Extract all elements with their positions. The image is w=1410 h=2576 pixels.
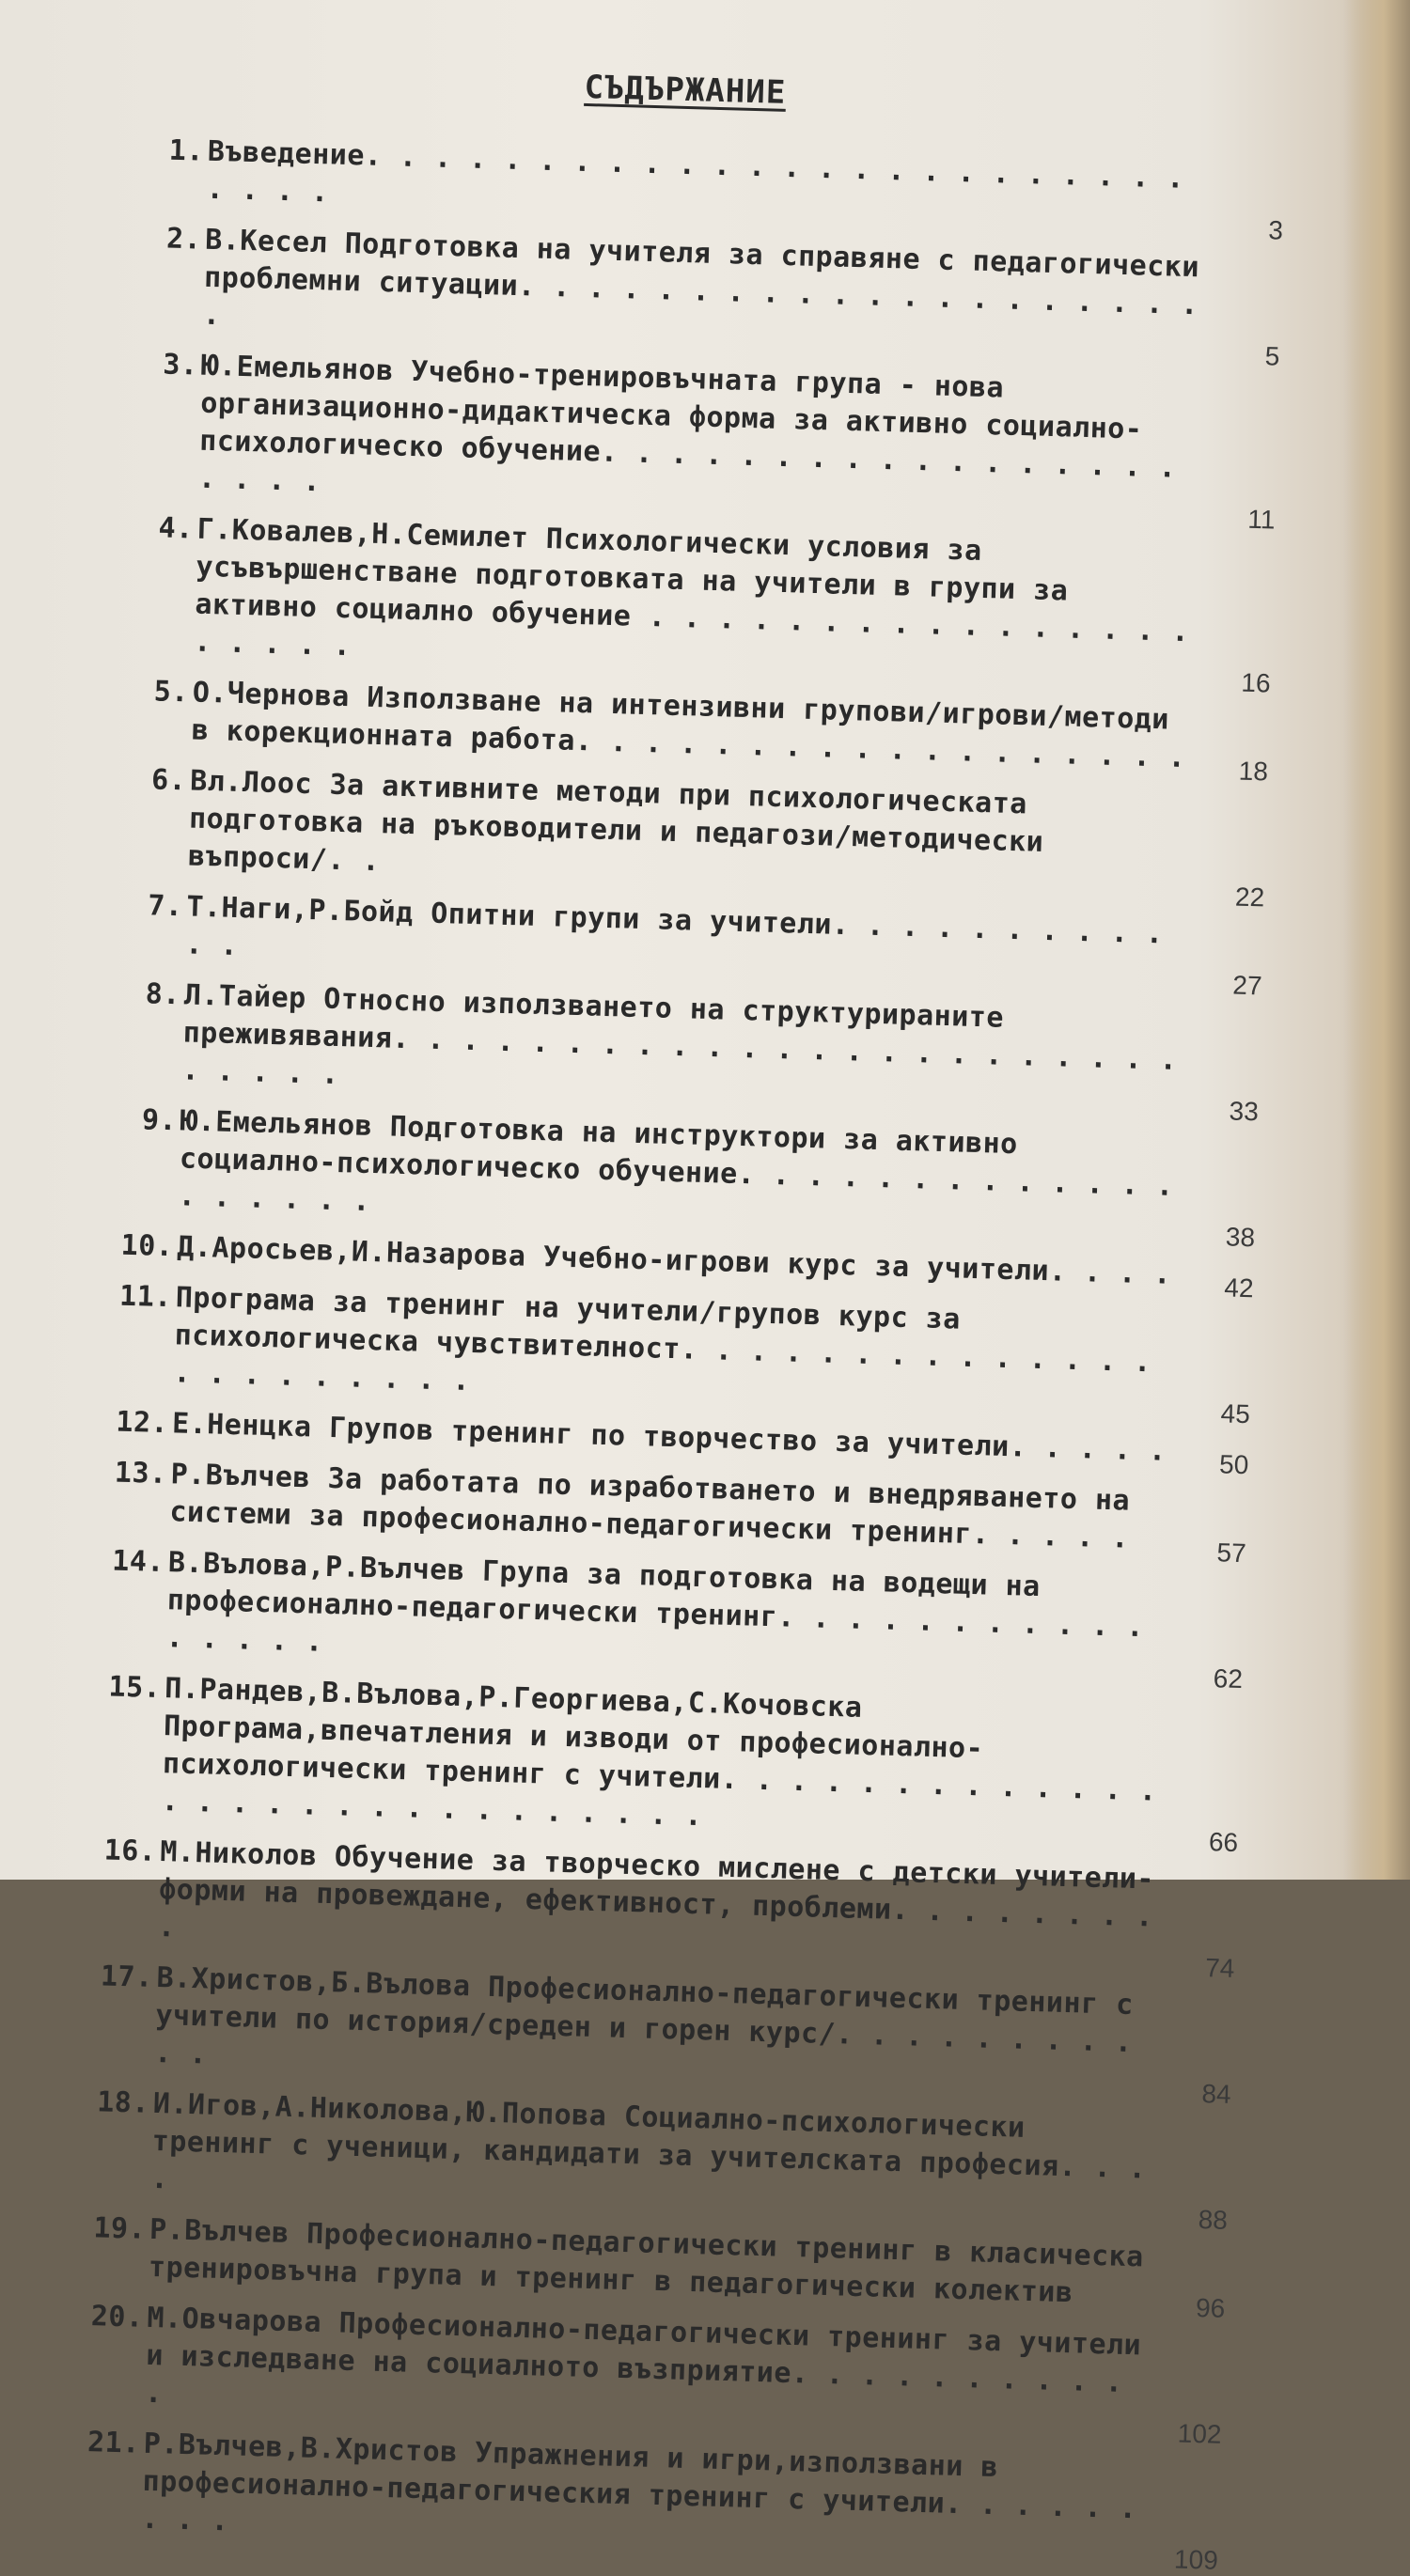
toc-entry-number: 3.: [162, 348, 199, 382]
toc-entry-page: 18: [1238, 756, 1269, 787]
toc-entry-page: 109: [1173, 2544, 1219, 2575]
table-of-contents: [86, 47, 1296, 2575]
toc-entry-title: О.Чернова Използване на интензивни групови/игрови/методи в корекционната работа. . . . . . . . . . . . . . . . . .: [191, 676, 1187, 775]
toc-entry-page: 5: [1264, 341, 1280, 371]
toc-entry-number: 4.: [158, 511, 195, 546]
toc-entry-body: [98, 1832, 1247, 1976]
toc-entry-title: П.Рандев,В.Вълова,Р.Георгиева,С.Кочовска Програма,впечатления и изводи от професионално-психологически тренинг с учители. . . . . . . . . . . . . . . . . . . . . . . . . . . . .: [161, 1672, 1175, 1834]
toc-entry-title: Д.Аросьев,И.Назарова Учебно-игрови курс за учители. . . .: [176, 1230, 1172, 1291]
toc-entry-title: Ю.Емельянов Подготовка на инструктори за активно социално-психологическо обучение. . . . . . . . . . . . . . . . . . .: [178, 1104, 1192, 1219]
toc-entry-number: 6.: [150, 763, 187, 798]
toc-entry-body: [143, 220, 1292, 365]
toc-entry-body: [131, 673, 1279, 780]
toc-entry-title: Програма за тренинг на учители/групов курс за психологическа чувствителност. . . . . . . . . . . . . . . . . . . . . . .: [173, 1281, 1169, 1398]
toc-entry-body: [146, 132, 1294, 239]
toc-entry-body: [118, 1101, 1267, 1246]
toc-entry-title: М.Овчарова Професионално-педагогически тренинг за учители и изследване на социалното възприятие. . . . . . . . . . .: [144, 2301, 1160, 2411]
toc-entry: [87, 2209, 1236, 2323]
toc-entry-title: Т.Наги,Р.Бойд Опитни групи за учители. . . . . . . . . . . .: [184, 890, 1182, 962]
toc-entry-title: Въведение. . . . . . . . . . . . . . . . . . . . . . . . . . . .: [206, 134, 1203, 210]
toc-entry-page: 50: [1218, 1449, 1249, 1480]
toc-entry-number: 18.: [96, 2085, 150, 2120]
toc-entry-number: 13.: [114, 1456, 168, 1491]
toc-entry: [121, 976, 1271, 1127]
toc-entry-number: 2.: [165, 222, 202, 257]
toc-entry-body: [138, 346, 1289, 528]
toc-entry-number: 7.: [147, 889, 183, 924]
toc-entry-body: [121, 976, 1271, 1120]
page-edge: [1344, 0, 1410, 1880]
toc-entry: [85, 2298, 1234, 2449]
toc-entry-title: Ю.Емельянов Учебно-тренировъчната група - нова организационно-дидактическа форма за активно социално-психологическо обучение. . . . . . . . . . . . . . . . . . . . .: [197, 349, 1195, 499]
toc-list: [81, 132, 1294, 2575]
toc-entry-title: И.Игов,А.Николова,Ю.Попова Социално-психологически тренинг с ученици, кандидати за учителската професия. . . .: [150, 2086, 1165, 2196]
toc-entry-page: 33: [1229, 1096, 1260, 1127]
toc-entry-page: 38: [1225, 1222, 1256, 1253]
toc-entry-number: 12.: [115, 1405, 169, 1441]
toc-entry-number: 19.: [93, 2211, 147, 2246]
toc-entry-number: 5.: [153, 675, 190, 710]
toc-entry: [131, 673, 1279, 787]
toc-entry: [143, 220, 1292, 371]
toc-entry-title: Вл.Лоос За активните методи при психологическата подготовка на ръководители и педагози/методически въпроси/. .: [187, 764, 1062, 879]
toc-entry-number: 14.: [111, 1544, 165, 1580]
toc-entry-number: 20.: [90, 2300, 145, 2334]
toc-entry-title: Р.Вълчев,В.Христов Упражнения и игри,използвани в професионално-педагогическия тренинг с учители. . . . . . . . .: [141, 2427, 1155, 2538]
toc-entry-body: [87, 2209, 1236, 2317]
toc-entry-page: 66: [1208, 1827, 1239, 1858]
toc-entry: [81, 2424, 1230, 2575]
toc-entry-number: 8.: [145, 977, 181, 1012]
toc-entry-title: В.Кесел Подготовка на учителя за справяне с педагогически проблемни ситуации. . . . . . . . . . . . . . . . . . . . .: [202, 223, 1217, 333]
toc-entry-number: 9.: [141, 1103, 178, 1138]
toc-entry-page: 27: [1231, 970, 1263, 1001]
toc-entry: [133, 509, 1284, 698]
toc-entry-body: [94, 1958, 1244, 2102]
toc-entry-number: 17.: [100, 1959, 154, 1994]
toc-entry-number: 10.: [120, 1228, 174, 1264]
toc-entry-number: 21.: [86, 2426, 141, 2460]
toc-entry-body: [101, 1668, 1251, 1850]
toc-entry: [127, 761, 1277, 913]
toc-entry-title: Л.Тайер Относно използването на структурираните преживявания. . . . . . . . . . . . . . . . . . . . . . . . . . . .: [181, 978, 1196, 1092]
toc-entry-number: 15.: [108, 1670, 162, 1705]
toc-entry-page: 45: [1220, 1398, 1251, 1429]
toc-entry-page: 102: [1177, 2418, 1222, 2449]
toc-entry-page: 22: [1234, 882, 1265, 913]
toc-entry: [138, 346, 1289, 535]
toc-entry-title: Р.Вълчев За работата по изработването и внедряването на системи за професионално-педагогически тренинг. . . . .: [168, 1458, 1149, 1555]
toc-entry-title: В.Христов,Б.Вълова Професионално-педагогически тренинг с учители по история/среден и горен курс/. . . . . . . . . . .: [153, 1960, 1152, 2071]
toc-entry: [146, 132, 1294, 245]
toc-entry-page: 96: [1195, 2292, 1226, 2323]
toc-entry-page: 84: [1201, 2079, 1232, 2109]
toc-entry-page: 42: [1224, 1272, 1255, 1304]
toc-entry-title: Е.Ненцка Групов тренинг по творчество за учители. . . . .: [171, 1407, 1167, 1468]
toc-entry-page: 3: [1268, 215, 1284, 245]
toc-entry-title: Г.Ковалев,Н.Семилет Психологически условия за усъвършенстване подготовката на учители в групи за активно социално обучение . . . . . . . . . . . . . . . . . . . . .: [193, 512, 1208, 664]
toc-entry-body: [125, 887, 1274, 994]
toc-entry: [125, 887, 1274, 1001]
toc-entry-number: 16.: [103, 1834, 157, 1868]
toc-entry: [118, 1101, 1267, 1253]
toc-entry-body: [133, 509, 1284, 692]
toc-entry-body: [109, 1454, 1258, 1561]
toc-entry-page: 62: [1213, 1663, 1244, 1694]
toc-entry-body: [127, 761, 1277, 906]
toc-entry-page: 11: [1246, 504, 1276, 535]
toc-entry-page: 16: [1240, 667, 1271, 698]
toc-entry-title: Р.Вълчев Професионално-педагогически тренинг в класическа тренировъчна група и тренинг в педагогически колектив: [148, 2212, 1162, 2310]
toc-entry-number: 11.: [118, 1279, 173, 1315]
toc-entry-title: В.Вълова,Р.Вълчев Група за подготовка на водещи на професионално-педагогически тренинг. . . . . . . . . . . . . . . .: [165, 1546, 1162, 1659]
toc-entry-body: [105, 1542, 1255, 1687]
toc-entry-page: 88: [1198, 2205, 1229, 2235]
toc-entry-body: [85, 2298, 1234, 2443]
toc-entry-page: 57: [1216, 1538, 1247, 1569]
toc-entry-page: 74: [1204, 1953, 1235, 1983]
toc-entry-number: 1.: [168, 133, 205, 168]
toc-entry-body: [90, 2084, 1240, 2228]
toc-entry-body: [113, 1277, 1262, 1422]
toc-entry-body: [81, 2424, 1230, 2568]
toc-entry-title: М.Николов Обучение за творческо мислене с детски учители-форми на провеждане, ефективност, проблеми. . . . . . . . .: [157, 1835, 1171, 1944]
page-title: СЪДЪРЖАНИЕ: [584, 68, 787, 112]
